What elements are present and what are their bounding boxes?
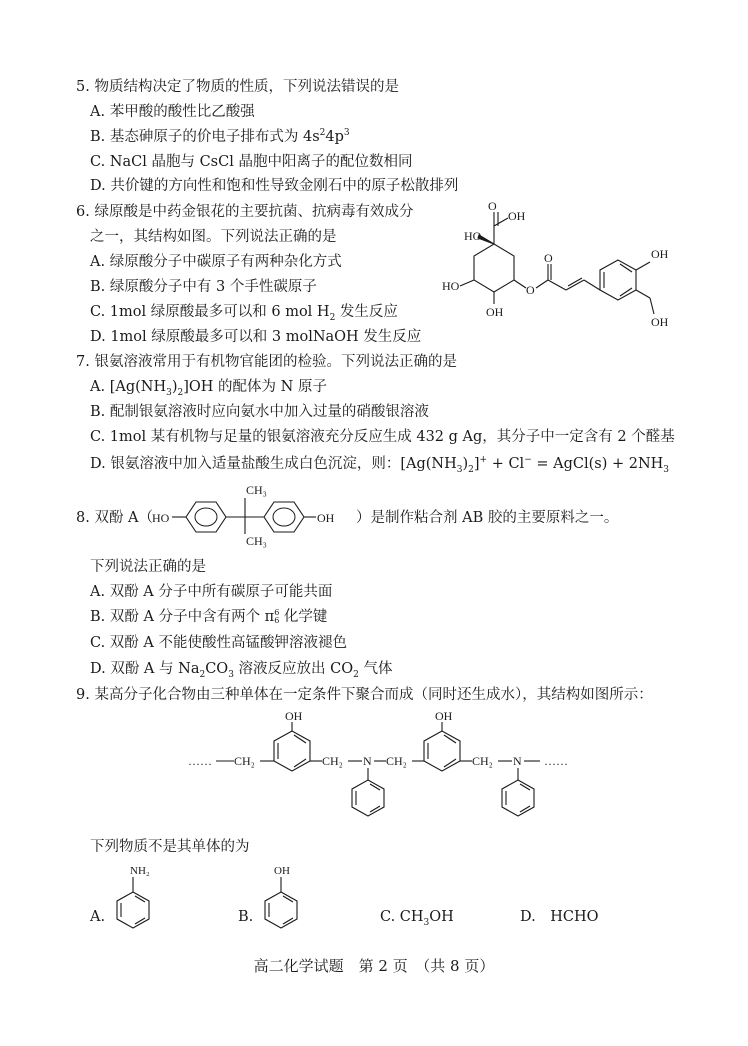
q8-sub-stem: 下列说法正确的是	[90, 559, 206, 575]
label-n-2: N	[513, 754, 522, 768]
label-oh-ring1: OH	[651, 247, 669, 261]
q8-stem-pre: 8. 双酚 A（	[76, 510, 154, 526]
label-ch3-bottom: CH₃	[246, 534, 267, 548]
q5-option-d: D. 共价键的方向性和饱和性导致金刚石中的原子松散排列	[90, 178, 459, 194]
q9-option-c: C. $CH_3OH$	[380, 909, 454, 928]
label-n-1: N	[363, 754, 372, 768]
q7-option-a: A. $[Ag(NH_3)_2]OH$ 的配体为 N 原子	[90, 379, 327, 398]
phenol-structure	[256, 862, 306, 942]
q5-option-b: B. 基态砷原子的价电子排布式为 $4s^24p^3$	[90, 128, 350, 145]
q9-stem: 9. 某高分子化合物由三种单体在一定条件下聚合而成（同时还生成水），其结构如图所示：	[76, 687, 653, 703]
label-ch2-1: CH₂	[234, 754, 255, 768]
q7-option-d: D. 银氨溶液中加入适量盐酸生成白色沉淀，则：$[Ag(NH_3)_2]^+ + Cl^-$ = AgCl(s) + $2NH_3$	[90, 455, 670, 475]
q7-stem: 7. 银氨溶液常用于有机物官能团的检验。下列说法正确的是	[76, 354, 457, 370]
label-ch3-top: CH₃	[246, 483, 267, 497]
chlorogenic-acid-structure	[432, 198, 682, 338]
q6-option-b: B. 绿原酸分子中有 3 个手性碳原子	[90, 279, 317, 295]
label-ch2-4: CH₂	[472, 754, 493, 768]
q6-option-c: C. 1mol 绿原酸最多可以和 6 mol $H_2$ 发生反应	[90, 304, 398, 323]
q7-option-b: B. 配制银氨溶液时应向氨水中加入过量的硝酸银溶液	[90, 404, 429, 420]
q6-option-d: D. 1mol 绿原酸最多可以和 3 molNaOH 发生反应	[90, 329, 422, 345]
label-nh2: NH₂	[130, 865, 150, 877]
label-dots-left: ……	[188, 754, 212, 768]
bisphenol-a-structure	[150, 480, 360, 550]
label-ho: HO	[152, 511, 170, 525]
q9-option-b-label: B.	[238, 909, 254, 925]
label-oh-c1: HO	[464, 229, 482, 243]
q5-stem: 5. 物质结构决定了物质的性质，下列说法错误的是	[76, 79, 399, 95]
label-ho-left: HO	[442, 279, 460, 293]
label-ch2-3: CH₂	[386, 754, 407, 768]
q8-option-d: D. 双酚 A 与 $Na_2CO_3$ 溶液反应放出 $CO_2$ 气体	[90, 661, 393, 680]
q6-stem-line2: 之一，其结构如图。下列说法正确的是	[90, 229, 337, 245]
label-o-ester: O	[526, 283, 535, 297]
label-oh-phenol: OH	[274, 865, 290, 877]
q6-stem-line1: 6. 绿原酸是中药金银花的主要抗菌、抗病毒有效成分	[76, 204, 414, 220]
q8-stem-post: ）是制作粘合剂 AB 胶的主要原料之一。	[356, 510, 619, 526]
q8-option-a: A. 双酚 A 分子中所有碳原子可能共面	[90, 584, 333, 600]
q9-option-a-label: A.	[90, 909, 106, 925]
q9-sub-stem: 下列物质不是其单体的为	[90, 839, 250, 855]
label-oh: OH	[317, 511, 335, 525]
page-footer: 高二化学试题 第 2 页 （共 8 页）	[253, 957, 495, 975]
label-ch2-2: CH₂	[322, 754, 343, 768]
q6-option-a: A. 绿原酸分子中碳原子有两种杂化方式	[90, 254, 342, 270]
label-oh-2: OH	[435, 710, 453, 723]
q7-option-c: C. 1mol 某有机物与足量的银氨溶液充分反应生成 432 g Ag，其分子中一定含有 2 个醛基	[90, 429, 675, 445]
q8-option-b: B. 双酚 A 分子中含有两个 π 6 6 化学键	[90, 608, 328, 625]
polymer-structure	[188, 710, 588, 835]
label-oh-ring2: OH	[651, 315, 669, 329]
label-oh-1: OH	[285, 710, 303, 723]
label-oh-bottom: OH	[486, 305, 504, 319]
aniline-structure	[108, 862, 158, 942]
q5-option-c: C. NaCl 晶胞与 CsCl 晶胞中阳离子的配位数相同	[90, 154, 413, 170]
q8-option-c: C. 双酚 A 不能使酸性高锰酸钾溶液褪色	[90, 635, 347, 651]
q9-option-d: D. HCHO	[520, 909, 599, 925]
label-o: O	[488, 199, 497, 213]
q5-option-a: A. 苯甲酸的酸性比乙酸强	[90, 104, 255, 120]
label-dots-right: ……	[544, 754, 568, 768]
label-o-carbonyl: O	[544, 251, 553, 265]
label-oh-top: OH	[508, 209, 526, 223]
